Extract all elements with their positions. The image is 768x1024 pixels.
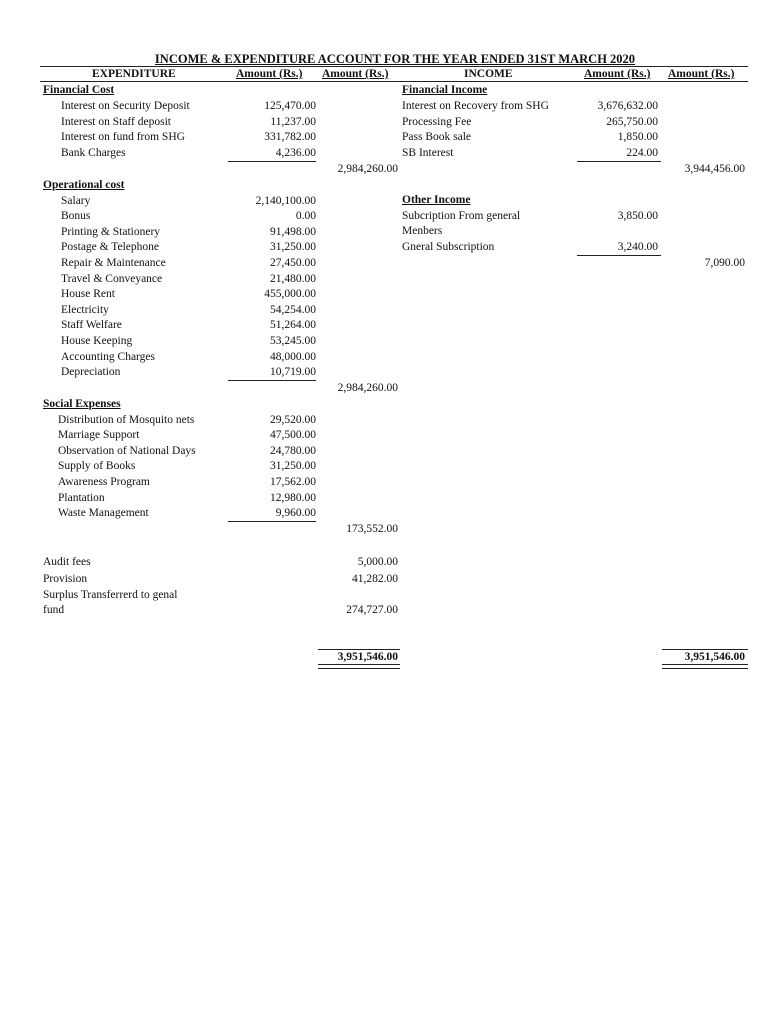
social-expense-item-amount: 24,780.00 <box>270 444 316 457</box>
provision-label: Provision <box>43 573 88 585</box>
header-bottom-rule <box>40 81 748 82</box>
financial-income-item-label: Processing Fee <box>402 115 472 128</box>
subscription-general-amount: 3,850.00 <box>617 210 658 222</box>
surplus-amount: 274,727.00 <box>346 604 398 616</box>
subscription-general-label-line2: Menbers <box>402 225 443 237</box>
operational-cost-item-label: Staff Welfare <box>61 319 122 332</box>
financial-cost-item-amount: 11,237.00 <box>270 115 316 128</box>
social-expense-item-label: Plantation <box>58 491 105 504</box>
general-subscription-label: Gneral Subscription <box>402 241 495 253</box>
financial-cost-item-amount: 125,470.00 <box>264 100 316 112</box>
financial-cost-item-label: Interest on Security Deposit <box>61 100 190 112</box>
operational-cost-item-amount: 2,140,100.00 <box>255 194 316 207</box>
operational-cost-item-amount: 0.00 <box>295 210 316 223</box>
social-expense-item-amount: 17,562.00 <box>270 475 316 488</box>
operational-cost-item-amount: 91,498.00 <box>270 225 316 238</box>
amount-header-4: Amount (Rs.) <box>668 68 735 80</box>
operational-cost-item-amount: 10,719.00 <box>270 366 316 379</box>
operational-cost-item-amount: 27,450.00 <box>270 256 316 269</box>
social-expense-item-label: Marriage Support <box>58 429 140 442</box>
social-expense-item-amount: 12,980.00 <box>270 491 316 504</box>
operational-cost-total: 2,984,260.00 <box>337 382 398 394</box>
audit-fees-label: Audit fees <box>43 556 91 568</box>
operational-cost-item-amount: 48,000.00 <box>270 350 316 363</box>
operational-cost-item-label: Accounting Charges <box>61 350 156 363</box>
general-subscription-amount: 3,240.00 <box>617 241 658 253</box>
social-expense-item-amount: 47,500.00 <box>270 429 316 442</box>
expenditure-grand-total: 3,951,546.00 <box>337 651 398 663</box>
operational-cost-item-label: Depreciation <box>61 366 121 379</box>
financial-income-item-label: Pass Book sale <box>402 131 471 144</box>
financial-income-heading: Financial Income <box>402 84 488 96</box>
other-income-subtotal-rule <box>577 255 661 256</box>
financial-cost-total: 2,984,260.00 <box>337 163 398 175</box>
social-expense-item-amount: 31,250.00 <box>270 460 316 473</box>
operational-cost-item-amount: 53,245.00 <box>270 334 316 347</box>
operational-cost-subtotal-rule <box>228 380 316 381</box>
operational-cost-item-label: Electricity <box>61 303 109 316</box>
provision-amount: 41,282.00 <box>352 573 398 585</box>
operational-cost-item-label: Salary <box>61 194 91 207</box>
financial-cost-subtotal-rule <box>228 161 316 162</box>
expenditure-grand-total-double-rule <box>318 664 400 669</box>
financial-cost-item-label: Interest on Staff deposit <box>61 115 171 128</box>
financial-cost-item-amount: 4,236.00 <box>275 146 316 159</box>
other-income-total: 7,090.00 <box>704 257 745 269</box>
financial-income-item-amount: 265,750.00 <box>606 115 658 128</box>
income-header: INCOME <box>464 68 513 80</box>
operational-cost-heading: Operational cost <box>43 179 125 191</box>
amount-header-3: Amount (Rs.) <box>584 68 651 80</box>
operational-cost-item-label: House Keeping <box>61 334 133 347</box>
social-expenses-total: 173,552.00 <box>346 523 398 535</box>
operational-cost-item-amount: 31,250.00 <box>270 241 316 254</box>
social-expense-item-label: Awareness Program <box>58 475 150 488</box>
social-expense-item-label: Distribution of Mosquito nets <box>58 413 195 426</box>
income-grand-total-double-rule <box>662 664 748 669</box>
statement-title: INCOME & EXPENDITURE ACCOUNT FOR THE YEAR ENDED 31ST MARCH 2020 <box>154 52 636 66</box>
financial-income-item-amount: 1,850.00 <box>617 131 658 144</box>
financial-cost-item-label: Bank Charges <box>61 146 126 159</box>
income-grand-total: 3,951,546.00 <box>684 651 745 663</box>
surplus-label-line1: Surplus Transferrerd to genal <box>43 589 178 601</box>
financial-cost-item-label: Interest on fund from SHG <box>61 131 185 144</box>
operational-cost-item-amount: 54,254.00 <box>270 303 316 316</box>
financial-cost-heading: Financial Cost <box>43 84 115 96</box>
operational-cost-item-amount: 51,264.00 <box>270 319 316 332</box>
social-expenses-heading: Social Expenses <box>43 398 121 410</box>
operational-cost-item-label: Travel & Conveyance <box>61 272 163 285</box>
other-income-heading: Other Income <box>402 194 471 206</box>
audit-fees-amount: 5,000.00 <box>357 556 398 568</box>
financial-income-item-label: Interest on Recovery from SHG <box>402 100 549 112</box>
operational-cost-item-label: Bonus <box>61 210 91 223</box>
subscription-general-label-line1: Subcription From general <box>402 210 521 222</box>
social-expense-item-label: Observation of National Days <box>58 444 196 457</box>
financial-income-item-amount: 224.00 <box>626 146 658 159</box>
social-expenses-subtotal-rule <box>228 521 316 522</box>
operational-cost-item-label: Postage & Telephone <box>61 241 159 254</box>
financial-income-subtotal-rule <box>577 161 661 162</box>
operational-cost-item-label: Printing & Stationery <box>61 225 161 238</box>
operational-cost-item-label: House Rent <box>61 288 115 301</box>
surplus-label-line2: fund <box>43 604 65 616</box>
operational-cost-item-label: Repair & Maintenance <box>61 256 166 269</box>
operational-cost-item-amount: 455,000.00 <box>264 288 316 301</box>
social-expense-item-label: Waste Management <box>58 507 149 520</box>
social-expense-item-amount: 9,960.00 <box>275 507 316 520</box>
financial-income-total: 3,944,456.00 <box>684 163 745 175</box>
social-expense-item-label: Supply of Books <box>58 460 136 473</box>
financial-income-item-amount: 3,676,632.00 <box>597 100 658 112</box>
financial-income-item-label: SB Interest <box>402 146 454 159</box>
expenditure-header: EXPENDITURE <box>92 68 176 80</box>
financial-cost-item-amount: 331,782.00 <box>264 131 316 144</box>
operational-cost-item-amount: 21,480.00 <box>270 272 316 285</box>
social-expense-item-amount: 29,520.00 <box>270 413 316 426</box>
amount-header-1: Amount (Rs.) <box>236 68 303 80</box>
amount-header-2: Amount (Rs.) <box>322 68 389 80</box>
